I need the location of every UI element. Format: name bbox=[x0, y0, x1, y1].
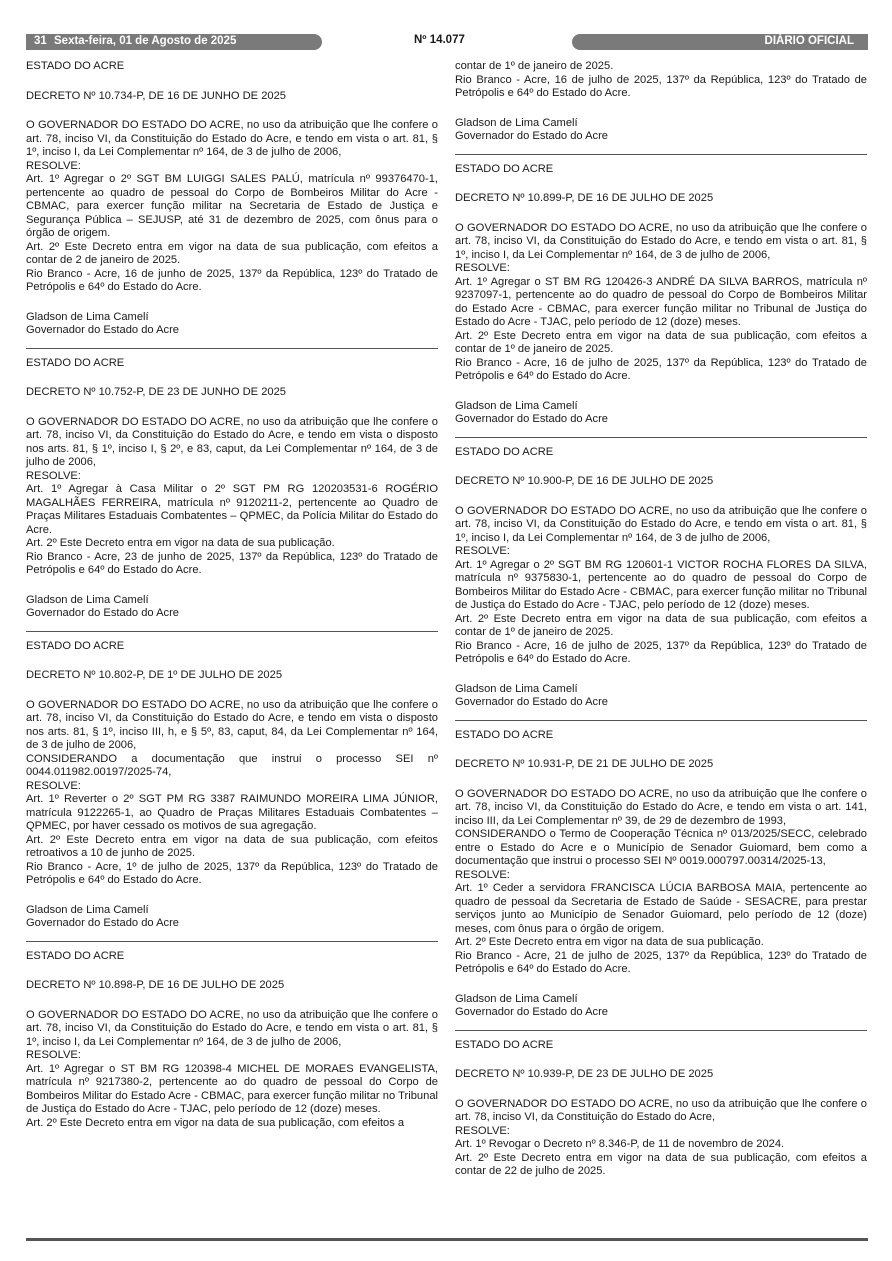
decree-title: DECRETO Nº 10.802-P, DE 1º DE JULHO DE 2025 bbox=[26, 669, 283, 681]
decree-paragraph: RESOLVE: bbox=[455, 262, 510, 274]
decree bbox=[26, 357, 438, 632]
decree-paragraph: O GOVERNADOR DO ESTADO DO ACRE, no uso da atribuição que lhe confere o art. 78, inciso VI, da Constituição do Estado do Acre, e tendo em vista o disposto nos arts. 81, § 1º, inciso III, h, e § 5º, 83, caput, 84, da Lei Complementar nº 164, de 3 de julho de 2006, bbox=[26, 698, 438, 751]
decree-paragraph: RESOLVE: bbox=[26, 469, 81, 482]
signer-name: Gladson de Lima Camelí bbox=[455, 399, 578, 412]
decree-state: ESTADO DO ACRE bbox=[26, 639, 125, 652]
signer-name: Gladson de Lima Camelí bbox=[26, 903, 149, 916]
decree-title: DECRETO Nº 10.899-P, DE 16 DE JULHO DE 2025 bbox=[455, 192, 714, 204]
page-header bbox=[26, 34, 868, 50]
decree-paragraph: Rio Branco - Acre, 16 de julho de 2025, 137º da República, 123º do Tratado de Petrópolis e 64º do Estado do Acre. bbox=[455, 639, 867, 665]
decree-body bbox=[26, 699, 438, 888]
decree-title: DECRETO Nº 10.900-P, DE 16 DE JULHO DE 2025 bbox=[455, 475, 714, 487]
decree-paragraph: Art. 2º Este Decreto entra em vigor na data de sua publicação, com efeitos a contar de 22 de julho de 2025. bbox=[455, 1151, 867, 1177]
decree-state: ESTADO DO ACRE bbox=[26, 356, 125, 369]
decree-state: ESTADO DO ACRE bbox=[26, 949, 125, 962]
decree-paragraph: CONSIDERANDO a documentação que instrui o processo SEI nº 0044.011982.00197/2025-74, bbox=[26, 752, 438, 778]
decree-paragraph: Art. 2º Este Decreto entra em vigor na data de sua publicação, com efeitos a contar de 1º de janeiro de 2025. bbox=[455, 329, 867, 355]
decree-body bbox=[455, 788, 867, 977]
page-number: 31 bbox=[34, 35, 47, 47]
decree-title: DECRETO Nº 10.734-P, DE 16 DE JUNHO DE 2025 bbox=[26, 89, 286, 102]
decree-paragraph: Rio Branco - Acre, 21 de julho de 2025, 137º da República, 123º do Tratado de Petrópolis e 64º do Estado do Acre. bbox=[455, 949, 867, 975]
decree-paragraph: RESOLVE: bbox=[26, 1049, 81, 1061]
decree-paragraph: Art. 1º Ceder a servidora FRANCISCA LÚCIA BARBOSA MAIA, pertencente ao quadro de pessoal da Secretaria de Estado de Saúde - SESACRE, para prestar serviços junto ao Município de Senador Guiomard, pelo período de 12 (doze) meses, com ônus para o órgão de origem. bbox=[455, 882, 867, 935]
decree-paragraph: RESOLVE: bbox=[26, 159, 81, 172]
decree-state: ESTADO DO ACRE bbox=[455, 728, 554, 741]
decree-paragraph: Rio Branco - Acre, 23 de junho de 2025, 137º da República, 123º do Tratado de Petrópolis e 64º do Estado do Acre. bbox=[26, 550, 438, 576]
decree-paragraph: O GOVERNADOR DO ESTADO DO ACRE, no uso da atribuição que lhe confere o art. 78, inciso VI, da Constituição do Estado do Acre, e tendo em vista o art. 81, § 1º, inciso I, da Lei Complementar nº 164, de 3 de julho de 2006, bbox=[26, 119, 438, 158]
decree-paragraph: Rio Branco - Acre, 1º de julho de 2025, 137º da República, 123º do Tratado de Petrópolis e 64º do Estado do Acre. bbox=[26, 860, 438, 886]
decree-paragraph: Art. 1º Agregar o ST BM RG 120426-3 ANDRÉ DA SILVA BARROS, matrícula nº 9237097-1, pertencente ao do quadro de pessoal do Corpo de Bombeiros Militar do Estado Acre - CBMAC, para exercer função militar no Tribunal de Justiça do Estado do Acre - TJAC, pelo período de 12 (doze) meses. bbox=[455, 275, 867, 328]
decree-paragraph: Rio Branco - Acre, 16 de julho de 2025, 137º da República, 123º do Tratado de Petrópolis e 64º do Estado do Acre. bbox=[455, 356, 867, 382]
decree-paragraph: Art. 1º Agregar o 2º SGT BM RG 120601-1 VICTOR ROCHA FLORES DA SILVA, matrícula nº 9375830-1, pertencente ao do quadro de pessoal do Corpo de Bombeiros Militar do Estado Acre - CBMAC, para exercer função militar no Tribunal de Justiça do Estado do Acre - TJAC, pelo período de 12 (doze) meses. bbox=[455, 558, 867, 611]
right-column bbox=[455, 60, 867, 1197]
signer-name: Gladson de Lima Camelí bbox=[455, 992, 578, 1005]
decree-body bbox=[26, 119, 438, 295]
decree-paragraph: O GOVERNADOR DO ESTADO DO ACRE, no uso da atribuição que lhe confere o art. 78, inciso VI, da Constituição do Estado do Acre, e tendo em vista o art. 141, inciso III, da Lei Complementar nº 39, de 29 de dezembro de 1993, bbox=[455, 787, 867, 827]
decree bbox=[26, 60, 438, 349]
publication-title: DIÁRIO OFICIAL bbox=[764, 35, 854, 47]
decree-title: DECRETO Nº 10.752-P, DE 23 DE JUNHO DE 2025 bbox=[26, 386, 286, 398]
decree bbox=[455, 163, 867, 438]
decree-paragraph: Art. 1º Agregar o ST BM RG 120398-4 MICHEL DE MORAES EVANGELISTA, matrícula nº 9217380-2, pertencente ao do quadro de pessoal do Corpo de Bombeiros Militar do Estado Acre - CBMAC, para exercer função militar no Tribunal de Justiça do Estado do Acre - TJAC, pelo período de 12 (doze) meses. bbox=[26, 1062, 438, 1115]
signer-role: Governador do Estado do Acre bbox=[26, 607, 179, 619]
decree-paragraph: O GOVERNADOR DO ESTADO DO ACRE, no uso da atribuição que lhe confere o art. 78, inciso VI, da Constituição do Estado do Acre, e tendo em vista o art. 81, § 1º, inciso I, da Lei Complementar nº 164, de 3 de julho de 2006, bbox=[26, 1008, 438, 1048]
decree-body bbox=[455, 505, 867, 667]
decree-state: ESTADO DO ACRE bbox=[455, 445, 554, 458]
decree bbox=[26, 640, 438, 942]
decree-paragraph: contar de 1º de janeiro de 2025. bbox=[455, 60, 614, 72]
decree-state: ESTADO DO ACRE bbox=[26, 60, 125, 72]
decree-paragraph: Art. 2º Este Decreto entra em vigor na data de sua publicação, com efeitos retroativos a 10 de junho de 2025. bbox=[26, 833, 438, 859]
decree-paragraph: Art. 2º Este Decreto entra em vigor na data de sua publicação. bbox=[455, 936, 764, 948]
decree-body bbox=[455, 1098, 867, 1179]
signer-role: Governador do Estado do Acre bbox=[26, 917, 179, 929]
decree-paragraph: Art. 1º Agregar o 2º SGT BM LUIGGI SALES PALÚ, matrícula nº 99376470-1, pertencente ao quadro de pessoal do Corpo de Bombeiros Militar do Acre - CBMAC, para exercer função militar na Secretaria de Estado de Justiça e Segurança Pública – SEJUSP, até 31 de dezembro de 2025, com ônus para o órgão de origem. bbox=[26, 173, 438, 239]
issue-number: Nº 14.077 bbox=[414, 34, 465, 46]
decree-title: DECRETO Nº 10.898-P, DE 16 DE JULHO DE 2025 bbox=[26, 979, 285, 991]
decree-paragraph: RESOLVE: bbox=[26, 779, 81, 792]
decree-title: DECRETO Nº 10.931-P, DE 21 DE JULHO DE 2025 bbox=[455, 758, 714, 770]
signer-role: Governador do Estado do Acre bbox=[455, 130, 608, 142]
decree-paragraph: Art. 2º Este Decreto entra em vigor na data de sua publicação. bbox=[26, 537, 335, 549]
decree bbox=[455, 729, 867, 1031]
decree-paragraph: O GOVERNADOR DO ESTADO DO ACRE, no uso da atribuição que lhe confere o art. 78, inciso VI, da Constituição do Estado do Acre, bbox=[455, 1097, 867, 1123]
signer-name: Gladson de Lima Camelí bbox=[455, 116, 578, 129]
decree-paragraph: CONSIDERANDO o Termo de Cooperação Técnica nº 013/2025/SECC, celebrado entre o Estado do Acre e o Município de Senador Guiomard, bem como a documentação que instrui o processo SEI Nº 0019.000797.00314/2025-13, bbox=[455, 828, 867, 867]
signer-role: Governador do Estado do Acre bbox=[455, 413, 608, 425]
decree-state: ESTADO DO ACRE bbox=[455, 1038, 554, 1051]
decree-paragraph: Rio Branco - Acre, 16 de julho de 2025, 137º da República, 123º do Tratado de Petrópolis e 64º do Estado do Acre. bbox=[455, 73, 867, 99]
decree-paragraph: RESOLVE: bbox=[455, 868, 510, 881]
decree-paragraph: Art. 1º Reverter o 2º SGT PM RG 3387 RAIMUNDO MOREIRA LIMA JÚNIOR, matrícula 9122265-1, ao Quadro de Praças Militares Estaduais Combatentes – QPMEC, por haver cessado os motivos de sua agregação. bbox=[26, 793, 438, 832]
decree-paragraph: O GOVERNADOR DO ESTADO DO ACRE, no uso da atribuição que lhe confere o art. 78, inciso VI, da Constituição do Estado do Acre, e tendo em vista o art. 81, § 1º, inciso I, da Lei Complementar nº 164, de 3 de julho de 2006, bbox=[455, 221, 867, 261]
signer-name: Gladson de Lima Camelí bbox=[26, 593, 149, 606]
decree-paragraph: O GOVERNADOR DO ESTADO DO ACRE, no uso da atribuição que lhe confere o art. 78, inciso VI, da Constituição do Estado do Acre, e tendo em vista o disposto nos arts. 81, § 1º, inciso I, § 2º, e 83, caput, da Lei Complementar nº 164, de 3 de julho de 2006, bbox=[26, 415, 438, 468]
decree bbox=[455, 1039, 867, 1189]
decree bbox=[26, 950, 438, 1141]
decree-paragraph: Art. 2º Este Decreto entra em vigor na data de sua publicação, com efeitos a bbox=[26, 1116, 405, 1129]
decree-paragraph: O GOVERNADOR DO ESTADO DO ACRE, no uso da atribuição que lhe confere o art. 78, inciso VI, da Constituição do Estado do Acre, e tendo em vista o art. 81, § 1º, inciso I, da Lei Complementar nº 164, de 3 de julho de 2006, bbox=[455, 504, 867, 544]
decree-paragraph: Art. 2º Este Decreto entra em vigor na data de sua publicação, com efeitos a contar de 2 de janeiro de 2025. bbox=[26, 240, 438, 266]
page-bottom-rule bbox=[26, 1238, 868, 1241]
decree-state: ESTADO DO ACRE bbox=[455, 162, 554, 175]
signer-name: Gladson de Lima Camelí bbox=[26, 310, 149, 323]
decree-paragraph: Art. 2º Este Decreto entra em vigor na data de sua publicação, com efeitos a contar de 1º de janeiro de 2025. bbox=[455, 612, 867, 638]
decree bbox=[455, 446, 867, 721]
left-column bbox=[26, 60, 438, 1148]
decree-paragraph: Art. 1º Revogar o Decreto nº 8.346-P, de 11 de novembro de 2024. bbox=[455, 1138, 785, 1150]
issue-date: Sexta-feira, 01 de Agosto de 2025 bbox=[54, 35, 237, 47]
decree-paragraph: Art. 1º Agregar à Casa Militar o 2º SGT PM RG 120203531-6 ROGÉRIO MAGALHÃES FERREIRA, matrícula nº 9120211-2, pertencente ao Quadro de Praças Militares Estaduais Combatentes – QPMEC, da Polícia Militar do Estado do Acre. bbox=[26, 483, 438, 536]
signer-name: Gladson de Lima Camelí bbox=[455, 682, 578, 695]
decree-body bbox=[26, 416, 438, 578]
decree-title: DECRETO Nº 10.939-P, DE 23 DE JULHO DE 2025 bbox=[455, 1068, 714, 1080]
signer-role: Governador do Estado do Acre bbox=[26, 324, 179, 336]
decree-continuation bbox=[455, 60, 867, 155]
signer-role: Governador do Estado do Acre bbox=[455, 696, 608, 708]
decree-paragraph: Rio Branco - Acre, 16 de junho de 2025, 137º da República, 123º do Tratado de Petrópolis e 64º do Estado do Acre. bbox=[26, 267, 438, 293]
decree-paragraph: RESOLVE: bbox=[455, 1124, 510, 1137]
decree-body bbox=[26, 1009, 438, 1131]
decree-body bbox=[455, 222, 867, 384]
decree-paragraph: RESOLVE: bbox=[455, 545, 510, 557]
signer-role: Governador do Estado do Acre bbox=[455, 1006, 608, 1018]
